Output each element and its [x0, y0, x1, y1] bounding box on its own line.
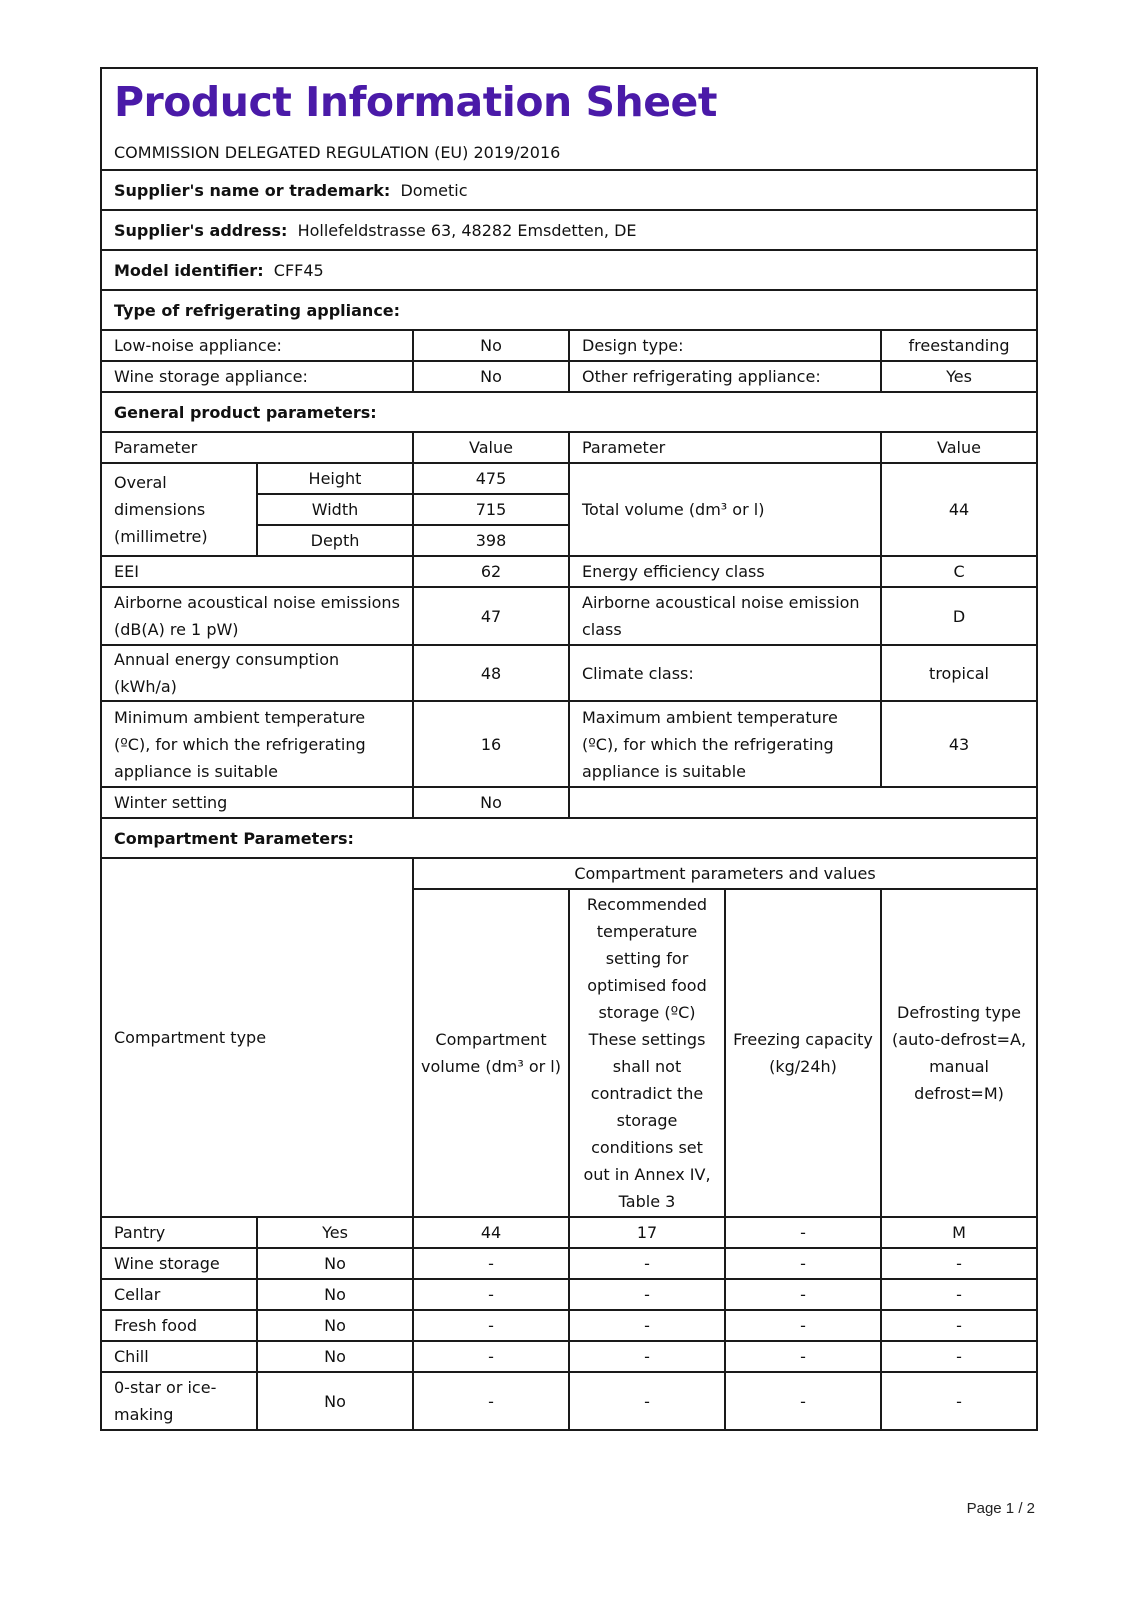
table-row	[101, 1279, 1037, 1310]
noise-class-label: Airborne acoustical noise emission class	[569, 587, 881, 645]
max-temp-value: 43	[881, 701, 1037, 787]
compartment-name: Chill	[101, 1341, 257, 1372]
compartment-freezing: -	[725, 1279, 881, 1310]
wine-storage-appliance-value: No	[413, 361, 569, 392]
design-type-label: Design type:	[569, 330, 881, 361]
compartment-volume: 44	[413, 1217, 569, 1248]
low-noise-value: No	[413, 330, 569, 361]
compartment-name: Wine storage	[101, 1248, 257, 1279]
page-number: Page 1 / 2	[966, 1500, 1035, 1517]
noise-label: Airborne acoustical noise emissions (dB(A) re 1 pW)	[101, 587, 413, 645]
title-cell	[101, 68, 1037, 170]
climate-class-label: Climate class:	[569, 645, 881, 701]
compartment-defrost: -	[881, 1279, 1037, 1310]
empty-cell	[569, 787, 1037, 818]
max-temp-label: Maximum ambient temperature (ºC), for which the refrigerating appliance is suitable	[569, 701, 881, 787]
noise-value: 47	[413, 587, 569, 645]
height-label: Height	[257, 463, 413, 494]
compartment-temp: 17	[569, 1217, 725, 1248]
compartment-name: Pantry	[101, 1217, 257, 1248]
table-row	[101, 1372, 1037, 1430]
total-volume-value: 44	[881, 463, 1037, 556]
compartment-present: No	[257, 1279, 413, 1310]
compartment-name: 0-star or ice-making	[101, 1372, 257, 1430]
table-row	[101, 1310, 1037, 1341]
depth-value: 398	[413, 525, 569, 556]
compartment-volume: -	[413, 1341, 569, 1372]
dimensions-label: Overal dimensions (millimetre)	[101, 463, 257, 556]
compartment-present: No	[257, 1341, 413, 1372]
depth-label: Depth	[257, 525, 413, 556]
freezing-capacity-header: Freezing capacity (kg/24h)	[725, 889, 881, 1217]
compartment-defrost: -	[881, 1310, 1037, 1341]
value-header-left: Value	[413, 432, 569, 463]
winter-setting-value: No	[413, 787, 569, 818]
low-noise-label: Low-noise appliance:	[101, 330, 413, 361]
supplier-name-label: Supplier's name or trademark:	[114, 180, 391, 200]
model-identifier-row	[101, 250, 1037, 290]
supplier-name-row	[101, 170, 1037, 210]
compartment-volume: -	[413, 1310, 569, 1341]
design-type-value: freestanding	[881, 330, 1037, 361]
compartment-present: No	[257, 1372, 413, 1430]
model-identifier-label: Model identifier:	[114, 260, 264, 280]
compartment-temp: -	[569, 1310, 725, 1341]
supplier-address-row	[101, 210, 1037, 250]
annual-energy-label: Annual energy consumption (kWh/a)	[101, 645, 413, 701]
width-value: 715	[413, 494, 569, 525]
compartment-defrost: -	[881, 1341, 1037, 1372]
compartment-type-header: Compartment type	[101, 858, 413, 1217]
supplier-name-value: Dometic	[400, 180, 468, 200]
climate-class-value: tropical	[881, 645, 1037, 701]
model-identifier-value: CFF45	[273, 260, 324, 280]
recommended-temp-header: Recommended temperature setting for optimised food storage (ºC) These settings shall not contradict the storage conditions set out in Annex IV, Table 3	[569, 889, 725, 1217]
table-row	[101, 1217, 1037, 1248]
compartment-present: No	[257, 1310, 413, 1341]
min-temp-value: 16	[413, 701, 569, 787]
compartment-name: Fresh food	[101, 1310, 257, 1341]
eei-label: EEI	[101, 556, 413, 587]
value-header-right: Value	[881, 432, 1037, 463]
energy-class-label: Energy efficiency class	[569, 556, 881, 587]
product-information-sheet	[100, 67, 1036, 1431]
page-title: Product Information Sheet	[114, 78, 717, 126]
height-value: 475	[413, 463, 569, 494]
other-appliance-label: Other refrigerating appliance:	[569, 361, 881, 392]
table-row	[101, 1248, 1037, 1279]
param-header-left: Parameter	[101, 432, 413, 463]
compartment-freezing: -	[725, 1341, 881, 1372]
compartment-freezing: -	[725, 1248, 881, 1279]
compartment-present: Yes	[257, 1217, 413, 1248]
general-heading: General product parameters:	[101, 392, 1037, 432]
total-volume-label: Total volume (dm³ or l)	[569, 463, 881, 556]
eei-value: 62	[413, 556, 569, 587]
compartment-temp: -	[569, 1372, 725, 1430]
compartment-volume-header: Compartment volume (dm³ or l)	[413, 889, 569, 1217]
min-temp-label: Minimum ambient temperature (ºC), for which the refrigerating appliance is suitable	[101, 701, 413, 787]
compartment-temp: -	[569, 1279, 725, 1310]
type-heading: Type of refrigerating appliance:	[101, 290, 1037, 330]
table-row	[101, 1341, 1037, 1372]
compartment-defrost: -	[881, 1248, 1037, 1279]
wine-storage-appliance-label: Wine storage appliance:	[101, 361, 413, 392]
compartment-freezing: -	[725, 1310, 881, 1341]
width-label: Width	[257, 494, 413, 525]
compartment-temp: -	[569, 1341, 725, 1372]
compartment-defrost: -	[881, 1372, 1037, 1430]
info-table	[100, 67, 1038, 1431]
compartment-volume: -	[413, 1372, 569, 1430]
compartment-volume: -	[413, 1279, 569, 1310]
compartment-heading: Compartment Parameters:	[101, 818, 1037, 858]
winter-setting-label: Winter setting	[101, 787, 413, 818]
other-appliance-value: Yes	[881, 361, 1037, 392]
energy-class-value: C	[881, 556, 1037, 587]
annual-energy-value: 48	[413, 645, 569, 701]
compartment-defrost: M	[881, 1217, 1037, 1248]
supplier-address-label: Supplier's address:	[114, 220, 288, 240]
defrosting-type-header: Defrosting type (auto-defrost=A, manual defrost=M)	[881, 889, 1037, 1217]
param-header-right: Parameter	[569, 432, 881, 463]
compartment-group-header: Compartment parameters and values	[413, 858, 1037, 889]
supplier-address-value: Hollefeldstrasse 63, 48282 Emsdetten, DE	[297, 220, 637, 240]
compartment-freezing: -	[725, 1217, 881, 1248]
compartment-volume: -	[413, 1248, 569, 1279]
noise-class-value: D	[881, 587, 1037, 645]
compartment-freezing: -	[725, 1372, 881, 1430]
compartment-name: Cellar	[101, 1279, 257, 1310]
compartment-temp: -	[569, 1248, 725, 1279]
compartment-present: No	[257, 1248, 413, 1279]
regulation-text: COMMISSION DELEGATED REGULATION (EU) 2019/2016	[114, 143, 561, 162]
